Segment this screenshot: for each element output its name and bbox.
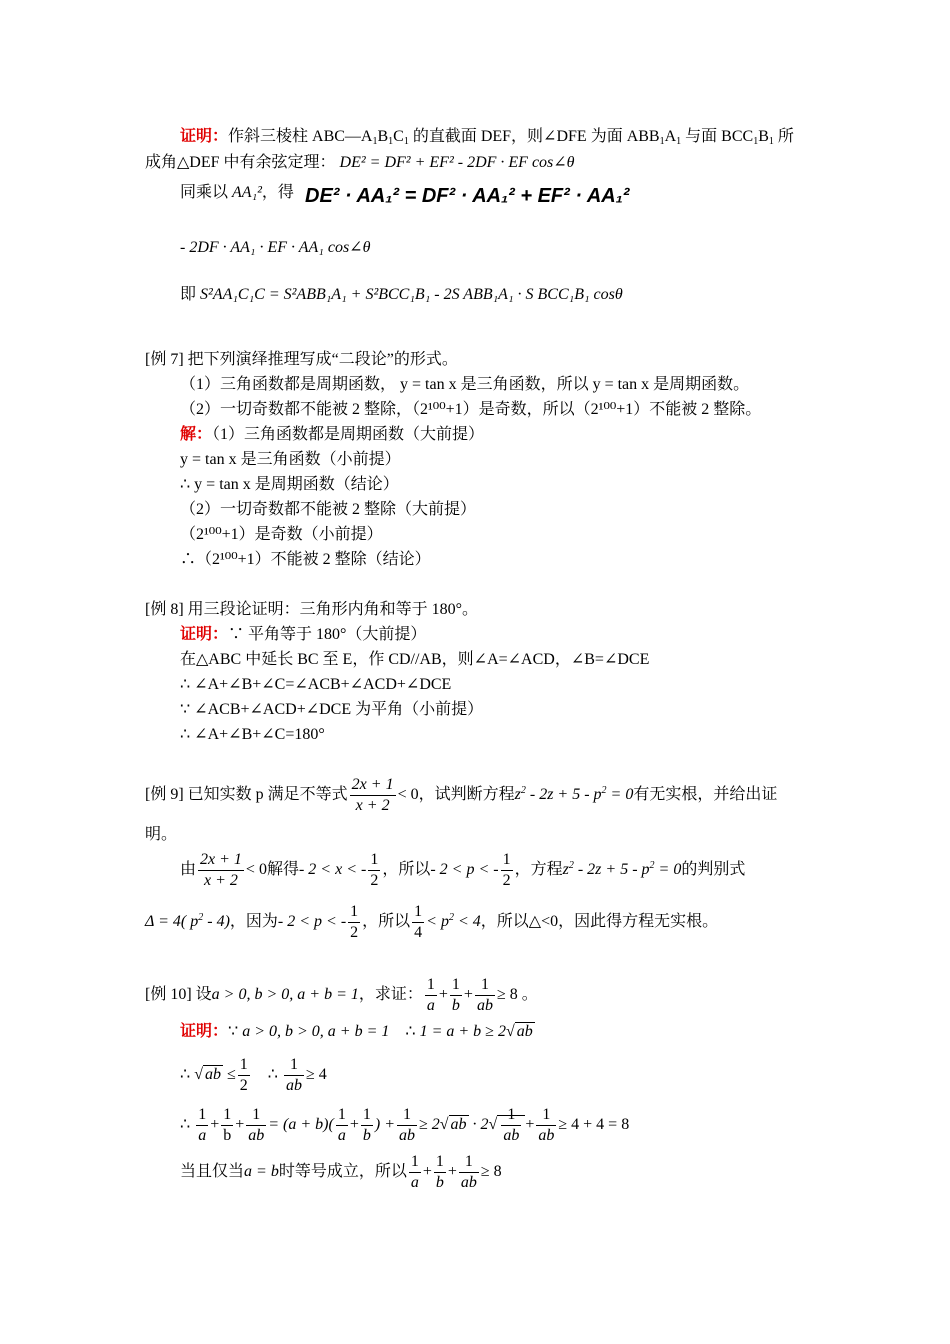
fraction: $\frac{1}{b}$ [223,1106,232,1144]
ex7-solution-1: 解：（1）三角函数都是周期函数（大前提） [180,426,485,443]
ex7-solution-2: y = tan x 是三角函数（小前提） [180,451,401,468]
fraction: $\frac{1}{2}$ [350,903,359,941]
ex7-solution-3: ∴ y = tan x 是周期函数（结论） [180,476,399,493]
ex8-title: [例 8] 用三段论证明：三角形内角和等于 180°。 [145,601,479,618]
ex8-line-1: 证明：∵ 平角等于 180°（大前提） [180,626,427,643]
fraction: $\frac{1}{ab}$ [248,1106,265,1144]
ex10-line-4: 当且仅当a = b时等号成立，所以 $\frac{1}{a}$ + $\frac{1}{b}$ + $\frac{1}{ab}$ ≥ 8 [180,1153,502,1191]
fraction: $\frac{2x + 1}{x + 2}$ [200,851,242,889]
proof-label: 证明： [180,128,229,145]
ex7-title: [例 7] 把下列演绎推理写成“二段论”的形式。 [145,351,458,368]
ex10-line-2: ∴ √ ab ≤ $\frac{1}{2}$ ∴ $\frac{1}{ab}$ ≥ 4 [180,1056,327,1094]
ex10-line-1: 证明：∵ a > 0, b > 0, a + b = 1 ∴ 1 = a + b ≥ 2√ ab [180,1023,533,1040]
proof-eq-multiplied: DE² · AA₁² = DF² · AA₁² + EF² · AA₁² [305,185,630,207]
fraction: $\frac{1}{b}$ [362,1106,371,1144]
ex8-line-2: 在△ABC 中延长 BC 至 E，作 CD//AB，则∠A=∠ACD，∠B=∠DCE [180,651,650,668]
ex7-solution-5: （2¹⁰⁰+1）是奇数（小前提） [180,526,383,543]
fraction: $\frac{1}{2}$ [502,851,511,889]
fraction: $\frac{1}{a}$ [337,1106,346,1144]
area-cosine-formula: S²AA₁C₁C = S²ABB₁A₁ + S²BCC₁B₁ - 2S ABB₁A₁ · S BCC₁B₁ cosθ [200,286,623,303]
proof-line-5: 即 S²AA₁C₁C = S²ABB₁A₁ + S²BCC₁B₁ - 2S ABB₁A₁ · S BCC₁B₁ cosθ [180,286,623,303]
fraction: $\frac{1}{ab}$ [476,976,493,1014]
fraction: $\frac{2x + 1}{x + 2}$ [351,776,394,814]
fraction: $\frac{1}{2}$ [239,1056,248,1094]
proof-line-2: 成角△DEF 中有余弦定理： DE² = DF² + EF² - 2DF · EF cos∠θ [145,154,575,171]
fraction: $\frac{1}{ab}$ [460,1153,477,1191]
ex7-q1: （1）三角函数都是周期函数， y = tan x 是三角函数，所以 y = tan x 是周期函数。 [180,376,750,393]
ex7-q2: （2）一切奇数都不能被 2 整除，（2¹⁰⁰+1）是奇数，所以（2¹⁰⁰+1）不能被 2 整除。 [180,401,762,418]
fraction: $\frac{1}{2}$ [370,851,379,889]
proof-line-3: 同乘以 AA₁²，得 [180,184,294,201]
ex10-line-3: ∴ $\frac{1}{a}$ + $\frac{1}{b}$ + $\frac{1}{ab}$ = (a + b)( $\frac{1}{a}$ + $\frac{1}{b}$ ) + $\frac{1}{ab}$ ≥ 2√ ab · 2√ $\frac{1}{ab}$ + $\frac{1}{ab}$ ≥ 4 + 4 = 8 [180,1106,630,1144]
ex8-line-4: ∵ ∠ACB+∠ACD+∠DCE 为平角（小前提） [180,701,484,718]
fraction: $\frac{1}{a}$ [426,976,435,1014]
proof-eq-continued: - 2DF · AA₁ · EF · AA₁ cos∠θ [180,239,371,256]
ex10-title: [例 10] 设a > 0, b > 0, a + b = 1，求证： $\frac{1}{a}$ + $\frac{1}{b}$ + $\frac{1}{ab}$ ≥ 8 。 [145,976,538,1014]
ex8-line-3: ∴ ∠A+∠B+∠C=∠ACB+∠ACD+∠DCE [180,676,452,693]
fraction: $\frac{1}{ab}$ [538,1106,555,1144]
cosine-law-formula: DE² = DF² + EF² - 2DF · EF cos∠θ [339,154,575,171]
proof-label: 证明： [180,1023,229,1040]
ex9-title: [例 9] 已知实数 p 满足不等式 $\frac{2x + 1}{x + 2}$ < 0，试判断方程$z^2 - 2z + 5 - p^2 = 0$有无实根，并给出证 [145,776,778,814]
fraction: $\frac{1}{a}$ [410,1153,419,1191]
fraction: $\frac{1}{a}$ [198,1106,207,1144]
proof-label: 证明： [180,626,229,643]
fraction: $\frac{1}{b}$ [435,1153,444,1191]
ex7-solution-6: ∴（2¹⁰⁰+1）不能被 2 整除（结论） [180,551,431,568]
fraction: $\frac{1}{ab}$ [398,1106,415,1144]
solution-label: 解： [180,426,213,443]
ex8-line-5: ∴ ∠A+∠B+∠C=180° [180,726,325,743]
proof-line-1: 证明：作斜三棱柱 $ABC—A_1B_1C_1$ 的直截面 DEF，则∠DFE 为面 $ABB_1A_1$ 与面 $BCC_1B_1$ 所 [180,128,794,147]
ex9-title-cont: 明。 [145,826,178,843]
fraction: $\frac{1}{ab}$ [285,1056,302,1094]
fraction: $\frac{1}{4}$ [414,903,423,941]
ex9-line-1: 由 $\frac{2x + 1}{x + 2}$ < 0解得- 2 < x < - $\frac{1}{2}$ ，所以- 2 < p < - $\frac{1}{2}$ ，方程$z^2 - 2z + 5 - p^2 = 0$的判别式 [180,851,746,889]
ex7-solution-4: （2）一切奇数都不能被 2 整除（大前提） [180,501,477,518]
fraction: $\frac{1}{b}$ [451,976,460,1014]
ex9-line-2: Δ = 4( $p^2 - 4$)，因为- 2 < p < - $\frac{1}{2}$ ，所以 $\frac{1}{4}$ < $p^2 < 4$，所以△<0，因此得方程无实根。 [145,903,719,941]
fraction: $\frac{1}{ab}$ [503,1106,520,1144]
